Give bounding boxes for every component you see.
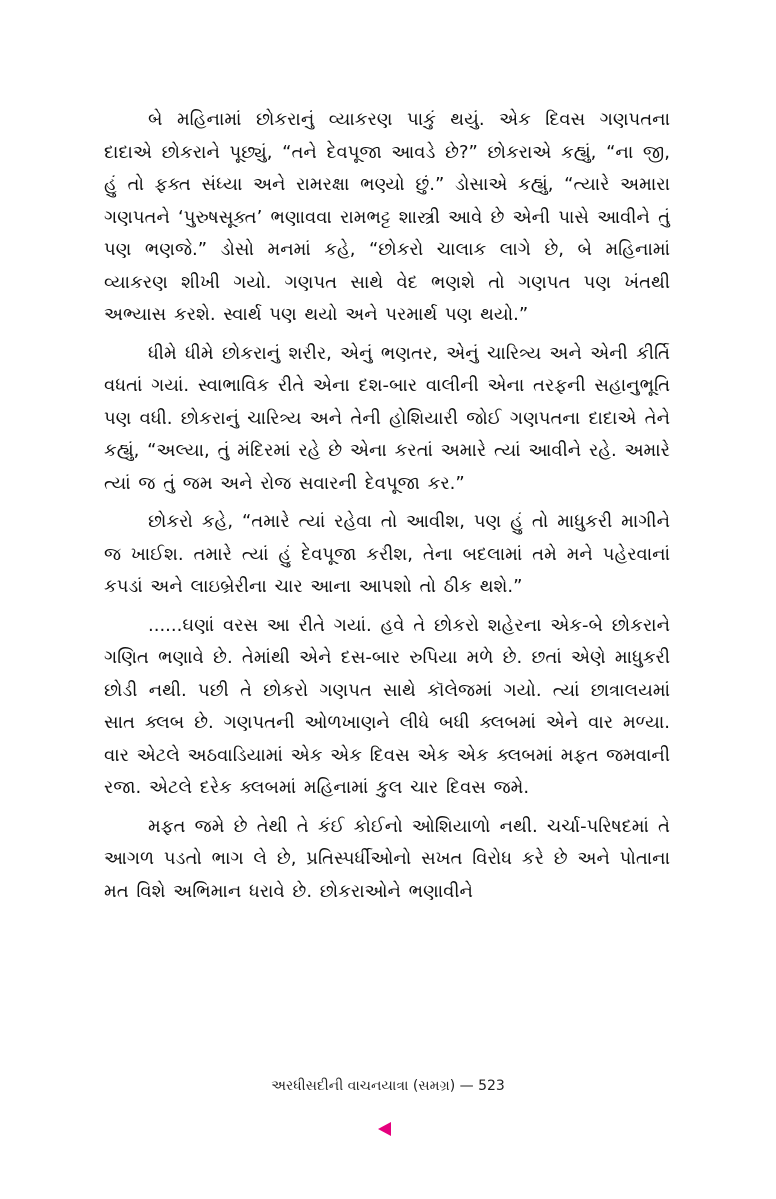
paragraph-2: ધીમે ધીમે છોકરાનું શરીર, એનું ભણતર, એનું ચારિત્ર્ય અને એની કીર્તિ વધતાં ગયાં. સ્વાભાવિક રીતે એના દશ-બાર વાલીની એના તરફની સહાનુભૂતિ પણ વધી. છોકરાનું ચારિત્ર્ય અને તેની હોશિયારી જોઈ ગણપતના દાદાએ તેને કહ્યું, “અલ્યા, તું મંદિરમાં રહે છે એના કરતાં અમારે ત્યાં આવીને રહે. અમારે ત્યાં જ તું જમ અને રોજ સવારની દેવપૂજા કર.” [104, 342, 670, 494]
paragraph-1: બે મહિનામાં છોકરાનું વ્યાકરણ પાકું થયું. એક દિવસ ગણપતના દાદાએ છોકરાને પૂછ્યું, “તને દેવપૂજા આવડે છે?” છોકરાએ કહ્યું, “ના જી, હું તો ફક્ત સંધ્યા અને રામરક્ષા ભણ્યો છું.” ડોસાએ કહ્યું, “ત્યારે અમારા ગણપતને ‘પુરુષસૂક્ત’ ભણાવવા રામભટ્ટ શાસ્ત્રી આવે છે એની પાસે આવીને તું પણ ભણજે.” ડોસો મનમાં કહે, “છોકરો ચાલાક લાગે છે, બે મહિનામાં વ્યાકરણ શીખી ગયો. ગણપત સાથે વેદ ભણશે તો ગણપત પણ ખંતથી અભ્યાસ કરશે. સ્વાર્થ પણ થયો અને પરમાર્થ પણ થયો.” [104, 109, 670, 325]
paragraph-4: ......ઘણાં વરસ આ રીતે ગયાં. હવે તે છોકરો શહેરના એક-બે છોકરાને ગણિત ભણાવે છે. તેમાંથી એને દસ-બાર રુપિયા મળે છે. છતાં એણે માધુકરી છોડી નથી. પછી તે છોકરો ગણપત સાથે કૉલેજમાં ગયો. ત્યાં છાત્રાલયમાં સાત ક્લબ છે. ગણપતની ઓળખાણને લીધે બધી ક્લબમાં એને વાર મળ્યા. વાર એટલે અઠવાડિયામાં એક એક દિવસ એક એક ક્લબમાં મફત જમવાની રજા. એટલે દરેક ક્લબમાં મહિનામાં કુલ ચાર દિવસ જમે. [104, 614, 670, 798]
paragraph-5: મફત જમે છે તેથી તે કંઈ કોઈનો ઓશિયાળો નથી. ચર્ચા-પરિષદમાં તે આગળ પડતો ભાગ લે છે, પ્રતિસ્પર્ધીઓનો સખત વિરોધ કરે છે અને પોતાના મત વિશે અભિમાન ધરાવે છે. છોકરાઓને ભણાવીને [104, 815, 670, 902]
paragraph-3: છોકરો કહે, “તમારે ત્યાં રહેવા તો આવીશ, પણ હું તો માધુકરી માગીને જ ખાઈશ. તમારે ત્યાં હું દેવપૂજા કરીશ, તેના બદલામાં તમે મને પહેરવાનાં કપડાં અને લાઇબ્રેરીના ચાર આના આપશો તો ઠીક થશે.” [104, 511, 670, 597]
previous-page-arrow-icon[interactable] [378, 1122, 391, 1136]
body-text [104, 104, 670, 914]
page-footer: અરધીસદીની વાચનયાત્રા (સમગ્ર) — 523 [271, 1078, 505, 1094]
